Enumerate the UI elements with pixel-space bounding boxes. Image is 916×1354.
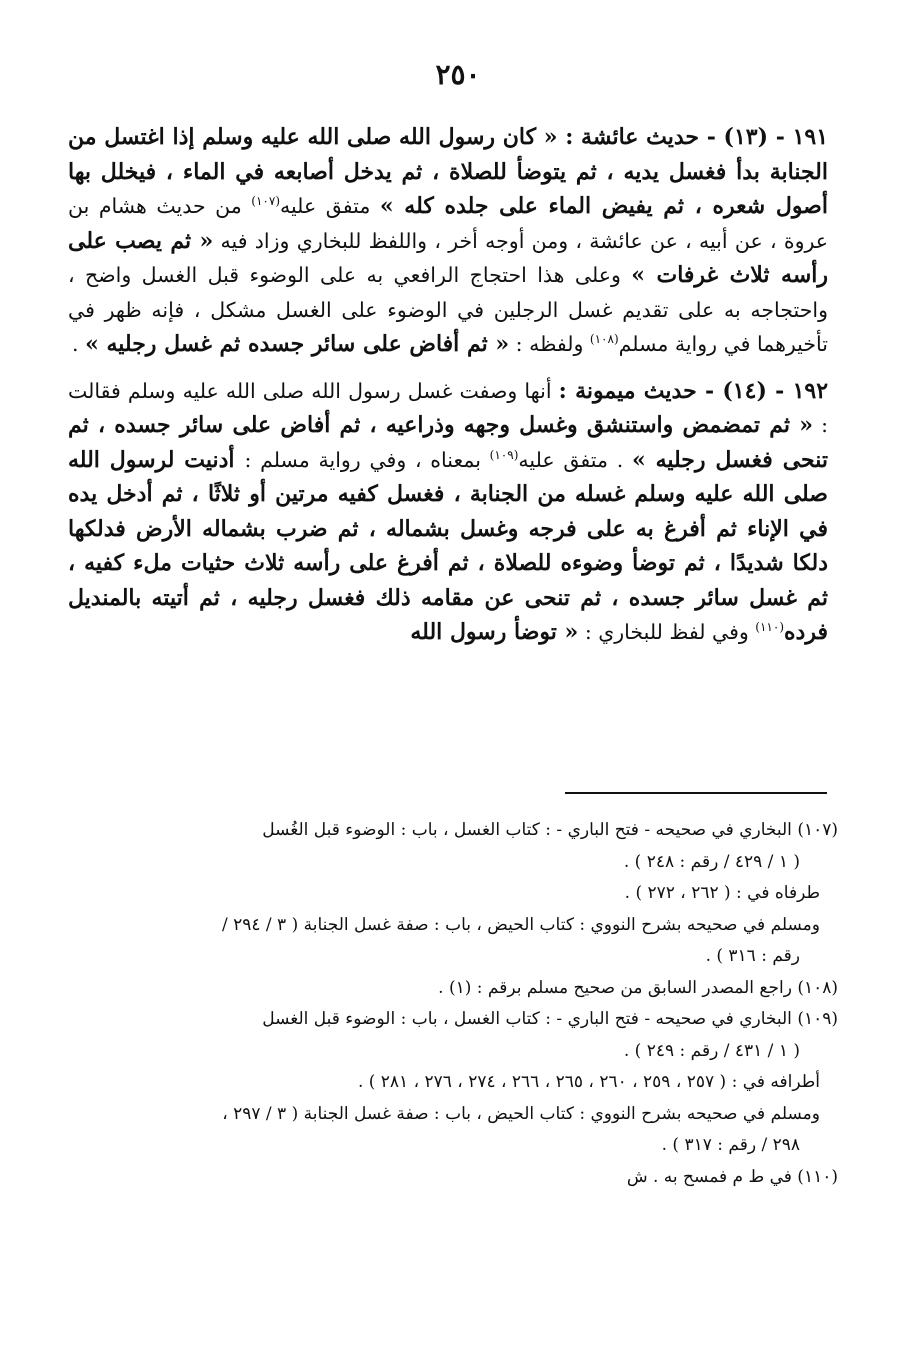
footnote-ref-108: (١٠٨) — [589, 332, 619, 347]
hadith-191-text-2: من حديث هشام بن عروة ، عن أبيه ، عن عائشة ، ومن أوجه أخر ، واللفظ للبخاري وزاد فيه — [68, 194, 829, 253]
hadith-192-text-4: وفي لفظ للبخاري : — [578, 620, 756, 644]
hadith-192-paragraph — [68, 374, 828, 650]
footnote-107-line-2: ( ١ / ٤٢٩ / رقم : ٢٤٨ ) . — [623, 851, 800, 872]
hadith-192-lead: ١٩٢ - (١٤) - حديث ميمونة : — [558, 377, 829, 404]
hadith-191-bold-2: « ثم أفاض على سائر جسده ثم غسل رجليه » — [85, 331, 510, 357]
footnote-109-line-2: ( ١ / ٤٣١ / رقم : ٢٤٩ ) . — [623, 1040, 800, 1061]
footnote-107-line-3: طرفاه في : ( ٢٦٢ ، ٢٧٢ ) . — [624, 883, 820, 903]
footnote-107-line-4: ومسلم في صحيحه بشرح النووي : كتاب الحيض ، باب : صفة غسل الجنابة ( ٣ / ٢٩٤ / — [221, 914, 820, 935]
hadith-192-bold-1: « ثم تمضمض واستنشق وغسل وجهه وذراعيه ، ثم أفاض على سائر جسده ، ثم تنحى فغسل رجليه » — [68, 412, 828, 473]
footnote-ref-109: (١٠٩) — [489, 447, 519, 462]
footnote-107-line-5: رقم : ٣١٦ ) . — [705, 946, 800, 966]
hadith-191-text-3: وعلى هذا احتجاج الرافعي به على الوضوء قبل الغسل واضح ، واحتجاجه به على تقديم غسل الرجلين في الوضوء على الغسل مشكل ، فإنه ظهر في تأخيرهما في رواية مسلم — [68, 263, 828, 356]
footnote-ref-110: (١١٠) — [755, 620, 785, 635]
footnote-109-line-5: ٢٩٨ / رقم : ٣١٧ ) . — [661, 1135, 800, 1155]
hadith-192-text-1: أنها وصفت غسل رسول الله صلى الله عليه وسلم فقالت : — [68, 378, 828, 437]
footnote-108: (١٠٨) راجع المصدر السابق من صحيح مسلم برقم : (١) . — [438, 977, 838, 998]
hadith-191-text-1: متفق عليه — [280, 194, 380, 218]
page-number: ٢٥٠ — [435, 58, 481, 91]
footnote-separator — [565, 792, 827, 794]
hadith-192-bold-2: أدنيت لرسول الله صلى الله عليه وسلم غسله من الجنابة ، فغسل كفيه مرتين أو ثلاثًا ، ثم أدخل يده في الإناء ثم أفرغ به على فرجه وغسل بشماله ، ثم ضرب بشماله الأرض فدلكها دلكا شديدًا ، ثم توضأ وضوءه للصلاة ، ثم أفرغ على رأسه ثلاث حثيات ملء كفيه ، ثم غسل سائر جسده ، ثم تنحى عن مقامه ذلك فغسل رجليه ، ثم أتيته بالمنديل فرده — [68, 446, 828, 645]
footnote-110: (١١٠) في ط م فمسح به . ش — [626, 1166, 838, 1187]
hadith-191-lead: ١٩١ - (١٣) - حديث عائشة : « كان رسول الله صلى الله عليه وسلم إذا اغتسل من الجنابة بدأ فغسل يديه ، ثم يتوضأ للصلاة ، ثم يدخل أصابعه في الماء ، فيخلل بها أصول شعره ، ثم يفيض الماء على جلده كله » — [68, 124, 829, 219]
hadith-192-bold-3: « توضأ رسول الله — [410, 619, 579, 645]
hadith-191-text-5: . — [72, 332, 86, 356]
footnote-109-line-4: ومسلم في صحيحه بشرح النووي : كتاب الحيض ، باب : صفة غسل الجنابة ( ٣ / ٢٩٧ ، — [222, 1103, 820, 1124]
footnote-ref-107: (١٠٧) — [251, 194, 280, 209]
hadith-192-text-2: . متفق عليه — [518, 447, 632, 472]
footnote-109-line-3: أطرافه في : ( ٢٥٧ ، ٢٥٩ ، ٢٦٠ ، ٢٦٥ ، ٢٦٦ ، ٢٧٤ ، ٢٧٦ ، ٢٨١ ) . — [357, 1072, 820, 1092]
footnotes-section — [68, 815, 838, 1193]
main-text — [68, 120, 828, 650]
hadith-191-text-4: ولفظه : — [509, 332, 590, 356]
footnote-107-line-1: (١٠٧) البخاري في صحيحه - فتح الباري - : كتاب الغسل ، باب : الوضوء قبل الغُسل — [262, 820, 838, 840]
hadith-191-bold-1: « ثم يصب على رأسه ثلاث غرفات » — [68, 227, 828, 288]
hadith-192-text-3: بمعناه ، وفي رواية مسلم : — [244, 447, 490, 472]
footnote-109-line-1: (١٠٩) البخاري في صحيحه - فتح الباري - : كتاب الغسل ، باب : الوضوء قبل الغسل — [262, 1009, 838, 1029]
hadith-191-paragraph — [68, 120, 828, 362]
